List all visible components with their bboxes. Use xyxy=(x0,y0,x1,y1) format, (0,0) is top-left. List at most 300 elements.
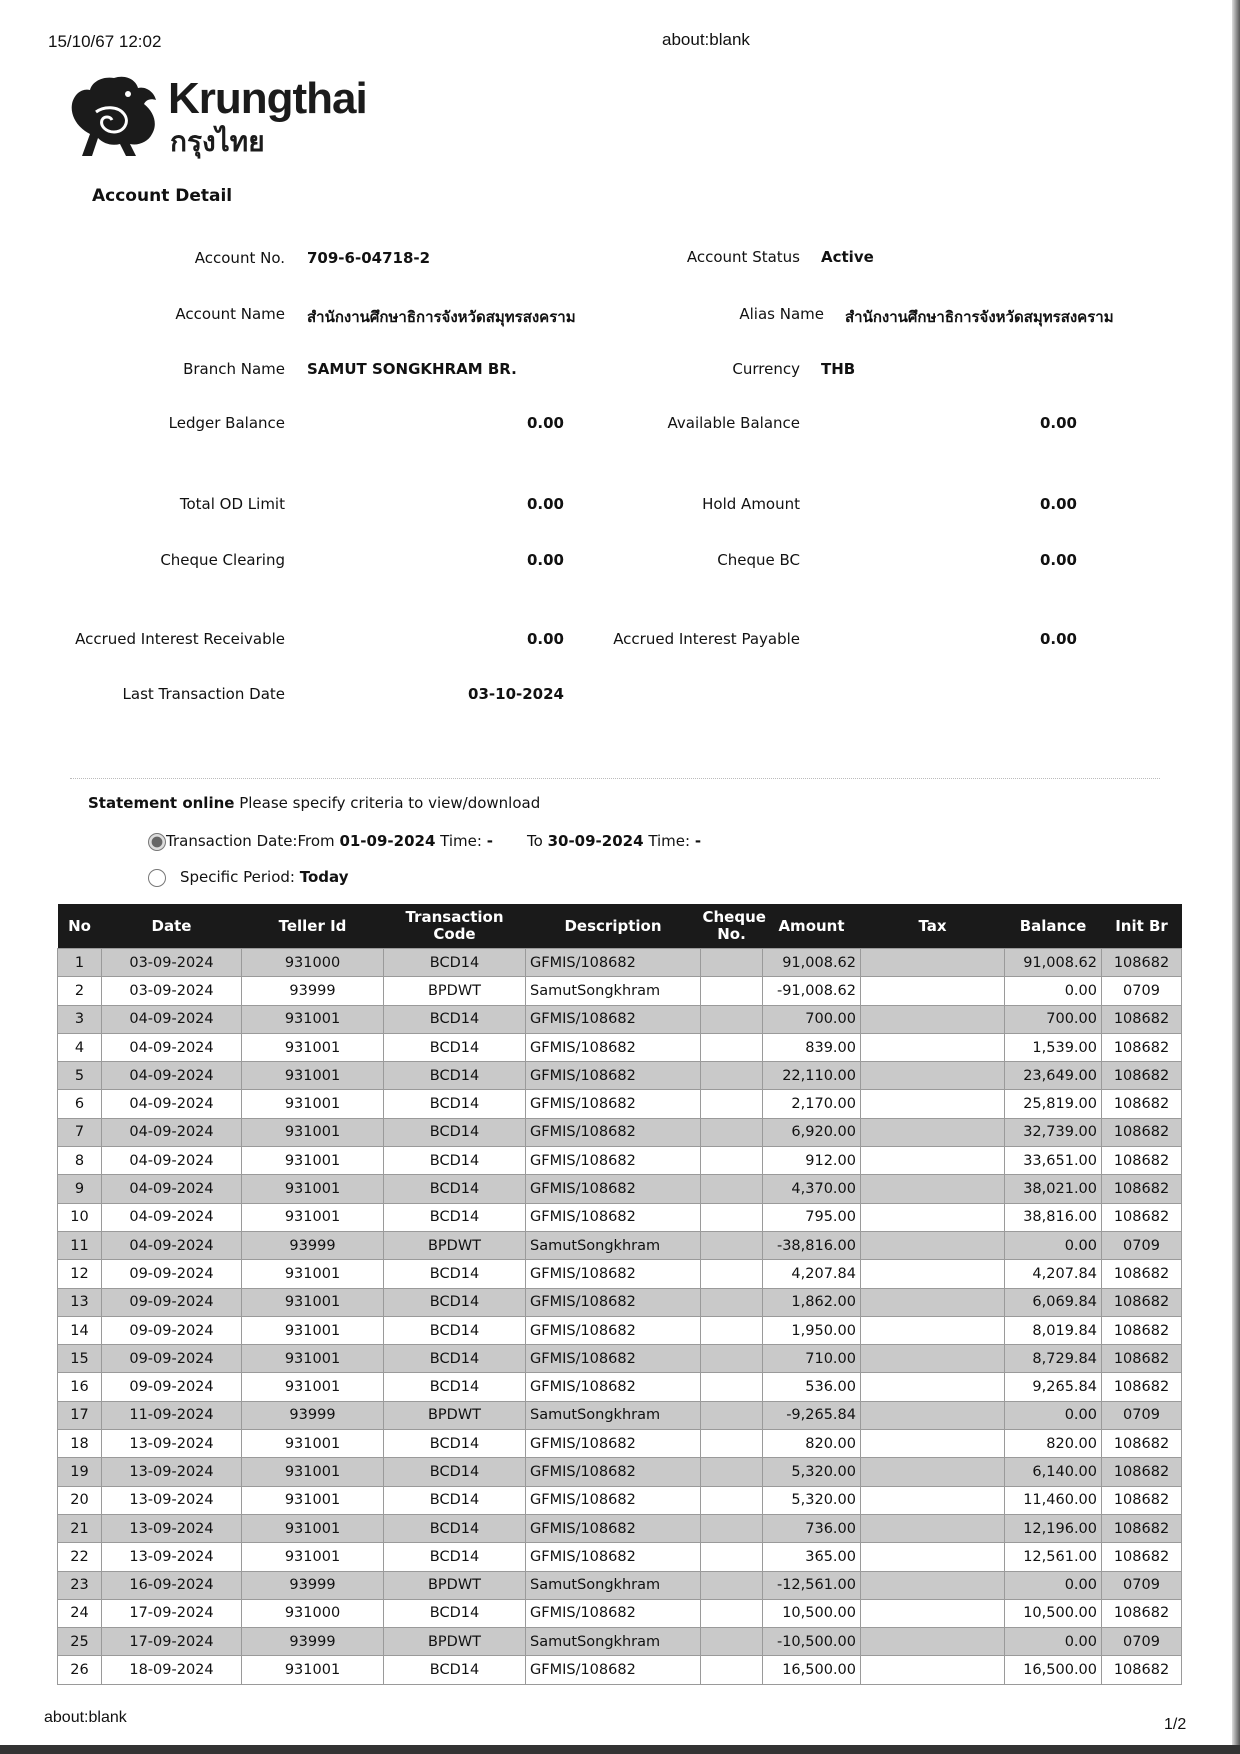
cell-no: 25 xyxy=(58,1628,102,1656)
cell-transaction-code: BPDWT xyxy=(384,977,526,1005)
cell-transaction-code: BCD14 xyxy=(384,1656,526,1684)
cell-no: 22 xyxy=(58,1543,102,1571)
krungthai-bird-logo-icon xyxy=(66,72,162,158)
hold-amount-label: Hold Amount xyxy=(702,495,800,513)
cell-tax xyxy=(861,1599,1005,1627)
cell-balance: 9,265.84 xyxy=(1005,1373,1102,1401)
cell-date: 17-09-2024 xyxy=(102,1628,242,1656)
cell-transaction-code: BCD14 xyxy=(384,1090,526,1118)
col-header-init-br: Init Br xyxy=(1102,904,1182,949)
cell-tax xyxy=(861,949,1005,977)
cell-teller-id: 931000 xyxy=(242,1599,384,1627)
cell-cheque-no xyxy=(701,1599,763,1627)
cell-transaction-code: BCD14 xyxy=(384,1203,526,1231)
cell-teller-id: 931001 xyxy=(242,1062,384,1090)
transaction-date-radio[interactable] xyxy=(148,833,166,851)
cell-cheque-no xyxy=(701,949,763,977)
cheque-clearing-value: 0.00 xyxy=(526,551,564,569)
cell-tax xyxy=(861,1543,1005,1571)
cell-cheque-no xyxy=(701,1090,763,1118)
cell-init-br: 108682 xyxy=(1102,1458,1182,1486)
statement-title: Statement online xyxy=(88,794,235,812)
cell-description: GFMIS/108682 xyxy=(526,1090,701,1118)
table-row xyxy=(58,1430,1182,1458)
table-row xyxy=(58,1005,1182,1033)
cell-description: GFMIS/108682 xyxy=(526,949,701,977)
cell-no: 16 xyxy=(58,1373,102,1401)
branch-name-label: Branch Name xyxy=(183,360,285,378)
cell-description: GFMIS/108682 xyxy=(526,1147,701,1175)
alias-name-label: Alias Name xyxy=(739,305,824,323)
cell-description: GFMIS/108682 xyxy=(526,1458,701,1486)
cell-no: 10 xyxy=(58,1203,102,1231)
cell-init-br: 108682 xyxy=(1102,1345,1182,1373)
cell-no: 21 xyxy=(58,1514,102,1542)
cell-description: SamutSongkhram xyxy=(526,1231,701,1259)
table-row xyxy=(58,1514,1182,1542)
cell-description: GFMIS/108682 xyxy=(526,1203,701,1231)
cell-description: GFMIS/108682 xyxy=(526,1118,701,1146)
cell-no: 23 xyxy=(58,1571,102,1599)
cell-transaction-code: BCD14 xyxy=(384,1316,526,1344)
cell-balance: 10,500.00 xyxy=(1005,1599,1102,1627)
cell-init-br: 108682 xyxy=(1102,1090,1182,1118)
from-time-label: Time: xyxy=(440,832,482,850)
cell-balance: 11,460.00 xyxy=(1005,1486,1102,1514)
cell-no: 1 xyxy=(58,949,102,977)
cell-init-br: 108682 xyxy=(1102,1316,1182,1344)
cell-amount: 1,950.00 xyxy=(763,1316,861,1344)
table-row xyxy=(58,1316,1182,1344)
cell-init-br: 108682 xyxy=(1102,949,1182,977)
table-row xyxy=(58,1543,1182,1571)
cell-transaction-code: BPDWT xyxy=(384,1231,526,1259)
cell-transaction-code: BCD14 xyxy=(384,1288,526,1316)
cell-cheque-no xyxy=(701,1005,763,1033)
cell-tax xyxy=(861,1628,1005,1656)
table-row xyxy=(58,1345,1182,1373)
to-date-criteria xyxy=(527,832,701,850)
cell-date: 13-09-2024 xyxy=(102,1430,242,1458)
cell-date: 09-09-2024 xyxy=(102,1373,242,1401)
cell-date: 04-09-2024 xyxy=(102,1005,242,1033)
cell-date: 04-09-2024 xyxy=(102,1147,242,1175)
cell-teller-id: 931001 xyxy=(242,1486,384,1514)
cell-transaction-code: BCD14 xyxy=(384,1543,526,1571)
cell-date: 09-09-2024 xyxy=(102,1288,242,1316)
cell-amount: 4,370.00 xyxy=(763,1175,861,1203)
page-number: 1/2 xyxy=(1164,1716,1187,1733)
cell-tax xyxy=(861,1231,1005,1259)
cell-teller-id: 931001 xyxy=(242,1147,384,1175)
cell-tax xyxy=(861,1090,1005,1118)
cell-amount: 22,110.00 xyxy=(763,1062,861,1090)
account-name-label: Account Name xyxy=(175,305,285,323)
col-header-amount: Amount xyxy=(763,904,861,949)
cell-init-br: 108682 xyxy=(1102,1373,1182,1401)
col-header-cheque-no: Cheque No. xyxy=(701,904,763,949)
cell-amount: 6,920.00 xyxy=(763,1118,861,1146)
specific-period-label: Specific Period: xyxy=(180,868,295,886)
cell-amount: 736.00 xyxy=(763,1514,861,1542)
cell-date: 16-09-2024 xyxy=(102,1571,242,1599)
table-row xyxy=(58,1062,1182,1090)
cell-transaction-code: BCD14 xyxy=(384,1118,526,1146)
cell-teller-id: 931001 xyxy=(242,1430,384,1458)
cell-tax xyxy=(861,1514,1005,1542)
cell-teller-id: 931001 xyxy=(242,1514,384,1542)
cell-tax xyxy=(861,1571,1005,1599)
cell-balance: 0.00 xyxy=(1005,977,1102,1005)
cell-tax xyxy=(861,1175,1005,1203)
cell-tax xyxy=(861,1316,1005,1344)
cell-amount: -9,265.84 xyxy=(763,1401,861,1429)
ledger-balance-value: 0.00 xyxy=(526,414,564,432)
cell-init-br: 108682 xyxy=(1102,1005,1182,1033)
footer-url: about:blank xyxy=(44,1709,127,1726)
cell-transaction-code: BPDWT xyxy=(384,1628,526,1656)
last-transaction-date-value: 03-10-2024 xyxy=(468,685,564,703)
cell-description: GFMIS/108682 xyxy=(526,1005,701,1033)
cell-teller-id: 931001 xyxy=(242,1543,384,1571)
account-name-value: สำนักงานศึกษาธิการจังหวัดสมุทรสงคราม xyxy=(307,308,576,326)
cell-init-br: 108682 xyxy=(1102,1147,1182,1175)
print-datetime: 15/10/67 12:02 xyxy=(48,32,162,51)
scan-edge xyxy=(1232,0,1240,1754)
cell-description: SamutSongkhram xyxy=(526,1628,701,1656)
cell-balance: 0.00 xyxy=(1005,1571,1102,1599)
cell-init-br: 108682 xyxy=(1102,1062,1182,1090)
cell-description: GFMIS/108682 xyxy=(526,1175,701,1203)
cell-no: 3 xyxy=(58,1005,102,1033)
cell-init-br: 108682 xyxy=(1102,1118,1182,1146)
col-header-no: No xyxy=(58,904,102,949)
cell-no: 17 xyxy=(58,1401,102,1429)
table-row xyxy=(58,949,1182,977)
cell-tax xyxy=(861,1486,1005,1514)
cell-description: GFMIS/108682 xyxy=(526,1486,701,1514)
table-row xyxy=(58,1090,1182,1118)
cell-cheque-no xyxy=(701,1401,763,1429)
cell-no: 20 xyxy=(58,1486,102,1514)
cell-balance: 6,069.84 xyxy=(1005,1288,1102,1316)
branch-name-value: SAMUT SONGKHRAM BR. xyxy=(307,360,517,378)
cell-cheque-no xyxy=(701,1628,763,1656)
statement-header xyxy=(88,794,540,812)
cell-tax xyxy=(861,1005,1005,1033)
cell-init-br: 0709 xyxy=(1102,977,1182,1005)
account-status-label: Account Status xyxy=(686,248,800,266)
table-row xyxy=(58,1571,1182,1599)
cell-balance: 33,651.00 xyxy=(1005,1147,1102,1175)
cell-balance: 8,729.84 xyxy=(1005,1345,1102,1373)
cell-cheque-no xyxy=(701,1062,763,1090)
cell-amount: 2,170.00 xyxy=(763,1090,861,1118)
cell-transaction-code: BCD14 xyxy=(384,1005,526,1033)
transaction-table xyxy=(57,904,1182,1685)
accrued-interest-receivable-label: Accrued Interest Receivable xyxy=(75,630,285,648)
cell-tax xyxy=(861,1033,1005,1061)
cell-amount: 839.00 xyxy=(763,1033,861,1061)
cell-date: 09-09-2024 xyxy=(102,1316,242,1344)
cell-date: 04-09-2024 xyxy=(102,1033,242,1061)
cell-init-br: 108682 xyxy=(1102,1260,1182,1288)
cell-description: GFMIS/108682 xyxy=(526,1430,701,1458)
cell-init-br: 108682 xyxy=(1102,1175,1182,1203)
cell-no: 14 xyxy=(58,1316,102,1344)
cell-no: 4 xyxy=(58,1033,102,1061)
cell-cheque-no xyxy=(701,1175,763,1203)
cell-transaction-code: BCD14 xyxy=(384,1260,526,1288)
currency-value: THB xyxy=(821,360,856,378)
table-row xyxy=(58,1203,1182,1231)
cell-description: GFMIS/108682 xyxy=(526,1543,701,1571)
cell-amount: -38,816.00 xyxy=(763,1231,861,1259)
cell-amount: -10,500.00 xyxy=(763,1628,861,1656)
col-header-balance: Balance xyxy=(1005,904,1102,949)
cell-balance: 8,019.84 xyxy=(1005,1316,1102,1344)
table-row xyxy=(58,1147,1182,1175)
cell-transaction-code: BCD14 xyxy=(384,1486,526,1514)
print-url: about:blank xyxy=(662,30,750,49)
cell-balance: 1,539.00 xyxy=(1005,1033,1102,1061)
statement-instruction: Please specify criteria to view/download xyxy=(239,794,541,812)
cell-teller-id: 931001 xyxy=(242,1316,384,1344)
cheque-bc-value: 0.00 xyxy=(1039,551,1077,569)
cell-tax xyxy=(861,1401,1005,1429)
transaction-date-label: Transaction Date:From xyxy=(166,832,335,850)
cell-no: 12 xyxy=(58,1260,102,1288)
cell-no: 8 xyxy=(58,1147,102,1175)
cell-transaction-code: BCD14 xyxy=(384,1514,526,1542)
cheque-clearing-label: Cheque Clearing xyxy=(160,551,285,569)
cell-date: 09-09-2024 xyxy=(102,1345,242,1373)
cell-amount: 795.00 xyxy=(763,1203,861,1231)
cell-transaction-code: BCD14 xyxy=(384,1147,526,1175)
cell-amount: 700.00 xyxy=(763,1005,861,1033)
cell-teller-id: 931001 xyxy=(242,1005,384,1033)
table-row xyxy=(58,1288,1182,1316)
cell-date: 13-09-2024 xyxy=(102,1458,242,1486)
table-row xyxy=(58,1599,1182,1627)
cell-description: GFMIS/108682 xyxy=(526,1599,701,1627)
cell-transaction-code: BCD14 xyxy=(384,1175,526,1203)
cell-description: GFMIS/108682 xyxy=(526,1288,701,1316)
cell-init-br: 0709 xyxy=(1102,1231,1182,1259)
cell-init-br: 108682 xyxy=(1102,1514,1182,1542)
cell-no: 13 xyxy=(58,1288,102,1316)
col-header-tax: Tax xyxy=(861,904,1005,949)
cell-init-br: 0709 xyxy=(1102,1571,1182,1599)
cell-amount: 5,320.00 xyxy=(763,1486,861,1514)
cell-transaction-code: BCD14 xyxy=(384,1033,526,1061)
to-time: - xyxy=(694,832,702,850)
cell-description: GFMIS/108682 xyxy=(526,1062,701,1090)
col-header-transaction-code: Transaction Code xyxy=(384,904,526,949)
cell-date: 04-09-2024 xyxy=(102,1175,242,1203)
cell-no: 2 xyxy=(58,977,102,1005)
table-row xyxy=(58,1231,1182,1259)
table-row xyxy=(58,1033,1182,1061)
cell-teller-id: 931001 xyxy=(242,1656,384,1684)
cell-teller-id: 931001 xyxy=(242,1090,384,1118)
cell-description: SamutSongkhram xyxy=(526,1571,701,1599)
cell-no: 5 xyxy=(58,1062,102,1090)
to-date: 30-09-2024 xyxy=(547,832,644,850)
cheque-bc-label: Cheque BC xyxy=(717,551,800,569)
cell-balance: 23,649.00 xyxy=(1005,1062,1102,1090)
table-row xyxy=(58,1486,1182,1514)
cell-teller-id: 93999 xyxy=(242,1571,384,1599)
cell-amount: 365.00 xyxy=(763,1543,861,1571)
cell-description: GFMIS/108682 xyxy=(526,1514,701,1542)
cell-date: 04-09-2024 xyxy=(102,1090,242,1118)
cell-tax xyxy=(861,1288,1005,1316)
table-row xyxy=(58,1656,1182,1684)
cell-tax xyxy=(861,1147,1005,1175)
cell-amount: 16,500.00 xyxy=(763,1656,861,1684)
section-divider xyxy=(70,778,1160,779)
cell-balance: 0.00 xyxy=(1005,1231,1102,1259)
cell-description: GFMIS/108682 xyxy=(526,1345,701,1373)
cell-teller-id: 93999 xyxy=(242,1628,384,1656)
cell-description: SamutSongkhram xyxy=(526,977,701,1005)
cell-amount: 4,207.84 xyxy=(763,1260,861,1288)
cell-no: 18 xyxy=(58,1430,102,1458)
cell-date: 03-09-2024 xyxy=(102,949,242,977)
cell-no: 7 xyxy=(58,1118,102,1146)
cell-transaction-code: BCD14 xyxy=(384,1345,526,1373)
cell-cheque-no xyxy=(701,1231,763,1259)
table-row xyxy=(58,1373,1182,1401)
cell-balance: 38,021.00 xyxy=(1005,1175,1102,1203)
cell-description: GFMIS/108682 xyxy=(526,1033,701,1061)
cell-date: 04-09-2024 xyxy=(102,1203,242,1231)
cell-cheque-no xyxy=(701,1260,763,1288)
section-title: Account Detail xyxy=(92,186,233,206)
cell-transaction-code: BPDWT xyxy=(384,1571,526,1599)
account-status-value: Active xyxy=(821,248,874,266)
cell-balance: 32,739.00 xyxy=(1005,1118,1102,1146)
cell-cheque-no xyxy=(701,1316,763,1344)
table-row xyxy=(58,1628,1182,1656)
cell-no: 26 xyxy=(58,1656,102,1684)
cell-balance: 12,561.00 xyxy=(1005,1543,1102,1571)
total-od-limit-label: Total OD Limit xyxy=(179,495,285,513)
cell-teller-id: 93999 xyxy=(242,1401,384,1429)
cell-balance: 6,140.00 xyxy=(1005,1458,1102,1486)
cell-amount: -91,008.62 xyxy=(763,977,861,1005)
cell-cheque-no xyxy=(701,977,763,1005)
cell-cheque-no xyxy=(701,1033,763,1061)
accrued-interest-payable-label: Accrued Interest Payable xyxy=(613,630,800,648)
scan-bottom-edge xyxy=(0,1745,1240,1754)
cell-date: 18-09-2024 xyxy=(102,1656,242,1684)
cell-init-br: 108682 xyxy=(1102,1033,1182,1061)
transaction-date-criteria xyxy=(166,832,493,850)
cell-cheque-no xyxy=(701,1373,763,1401)
cell-date: 13-09-2024 xyxy=(102,1543,242,1571)
cell-date: 17-09-2024 xyxy=(102,1599,242,1627)
cell-teller-id: 93999 xyxy=(242,1231,384,1259)
cell-no: 6 xyxy=(58,1090,102,1118)
cell-balance: 700.00 xyxy=(1005,1005,1102,1033)
cell-no: 19 xyxy=(58,1458,102,1486)
cell-description: GFMIS/108682 xyxy=(526,1260,701,1288)
alias-name-value: สำนักงานศึกษาธิการจังหวัดสมุทรสงคราม xyxy=(845,308,1114,326)
from-date: 01-09-2024 xyxy=(339,832,436,850)
col-header-teller-id: Teller Id xyxy=(242,904,384,949)
available-balance-label: Available Balance xyxy=(667,414,800,432)
cell-date: 04-09-2024 xyxy=(102,1062,242,1090)
cell-tax xyxy=(861,1260,1005,1288)
cell-init-br: 108682 xyxy=(1102,1656,1182,1684)
brand-name-en: Krungthai xyxy=(168,74,367,123)
cell-balance: 0.00 xyxy=(1005,1401,1102,1429)
cell-init-br: 108682 xyxy=(1102,1203,1182,1231)
cell-transaction-code: BCD14 xyxy=(384,949,526,977)
col-header-date: Date xyxy=(102,904,242,949)
cell-tax xyxy=(861,1373,1005,1401)
cell-date: 03-09-2024 xyxy=(102,977,242,1005)
table-row xyxy=(58,977,1182,1005)
cell-amount: 1,862.00 xyxy=(763,1288,861,1316)
from-time: - xyxy=(486,832,493,850)
cell-cheque-no xyxy=(701,1486,763,1514)
cell-amount: 5,320.00 xyxy=(763,1458,861,1486)
cell-cheque-no xyxy=(701,1118,763,1146)
cell-teller-id: 931000 xyxy=(242,949,384,977)
cell-transaction-code: BPDWT xyxy=(384,1401,526,1429)
cell-tax xyxy=(861,1118,1005,1146)
to-time-label: Time: xyxy=(648,832,691,850)
cell-cheque-no xyxy=(701,1514,763,1542)
cell-balance: 91,008.62 xyxy=(1005,949,1102,977)
cell-cheque-no xyxy=(701,1203,763,1231)
cell-balance: 16,500.00 xyxy=(1005,1656,1102,1684)
cell-teller-id: 931001 xyxy=(242,1373,384,1401)
account-no-label: Account No. xyxy=(194,249,285,267)
cell-amount: 536.00 xyxy=(763,1373,861,1401)
transaction-table-body xyxy=(58,949,1182,1685)
cell-no: 11 xyxy=(58,1231,102,1259)
cell-teller-id: 931001 xyxy=(242,1458,384,1486)
cell-date: 13-09-2024 xyxy=(102,1514,242,1542)
cell-teller-id: 931001 xyxy=(242,1118,384,1146)
cell-teller-id: 931001 xyxy=(242,1345,384,1373)
cell-amount: 91,008.62 xyxy=(763,949,861,977)
cell-balance: 820.00 xyxy=(1005,1430,1102,1458)
cell-tax xyxy=(861,1458,1005,1486)
cell-teller-id: 93999 xyxy=(242,977,384,1005)
cell-balance: 38,816.00 xyxy=(1005,1203,1102,1231)
cell-teller-id: 931001 xyxy=(242,1288,384,1316)
total-od-limit-value: 0.00 xyxy=(526,495,564,513)
cell-tax xyxy=(861,1203,1005,1231)
specific-period-criteria xyxy=(180,868,349,886)
cell-balance: 25,819.00 xyxy=(1005,1090,1102,1118)
cell-tax xyxy=(861,1656,1005,1684)
specific-period-radio[interactable] xyxy=(148,869,166,887)
cell-transaction-code: BCD14 xyxy=(384,1599,526,1627)
table-header-row xyxy=(58,904,1182,949)
cell-init-br: 108682 xyxy=(1102,1599,1182,1627)
cell-tax xyxy=(861,977,1005,1005)
cell-transaction-code: BCD14 xyxy=(384,1458,526,1486)
cell-transaction-code: BCD14 xyxy=(384,1062,526,1090)
cell-amount: -12,561.00 xyxy=(763,1571,861,1599)
cell-balance: 4,207.84 xyxy=(1005,1260,1102,1288)
